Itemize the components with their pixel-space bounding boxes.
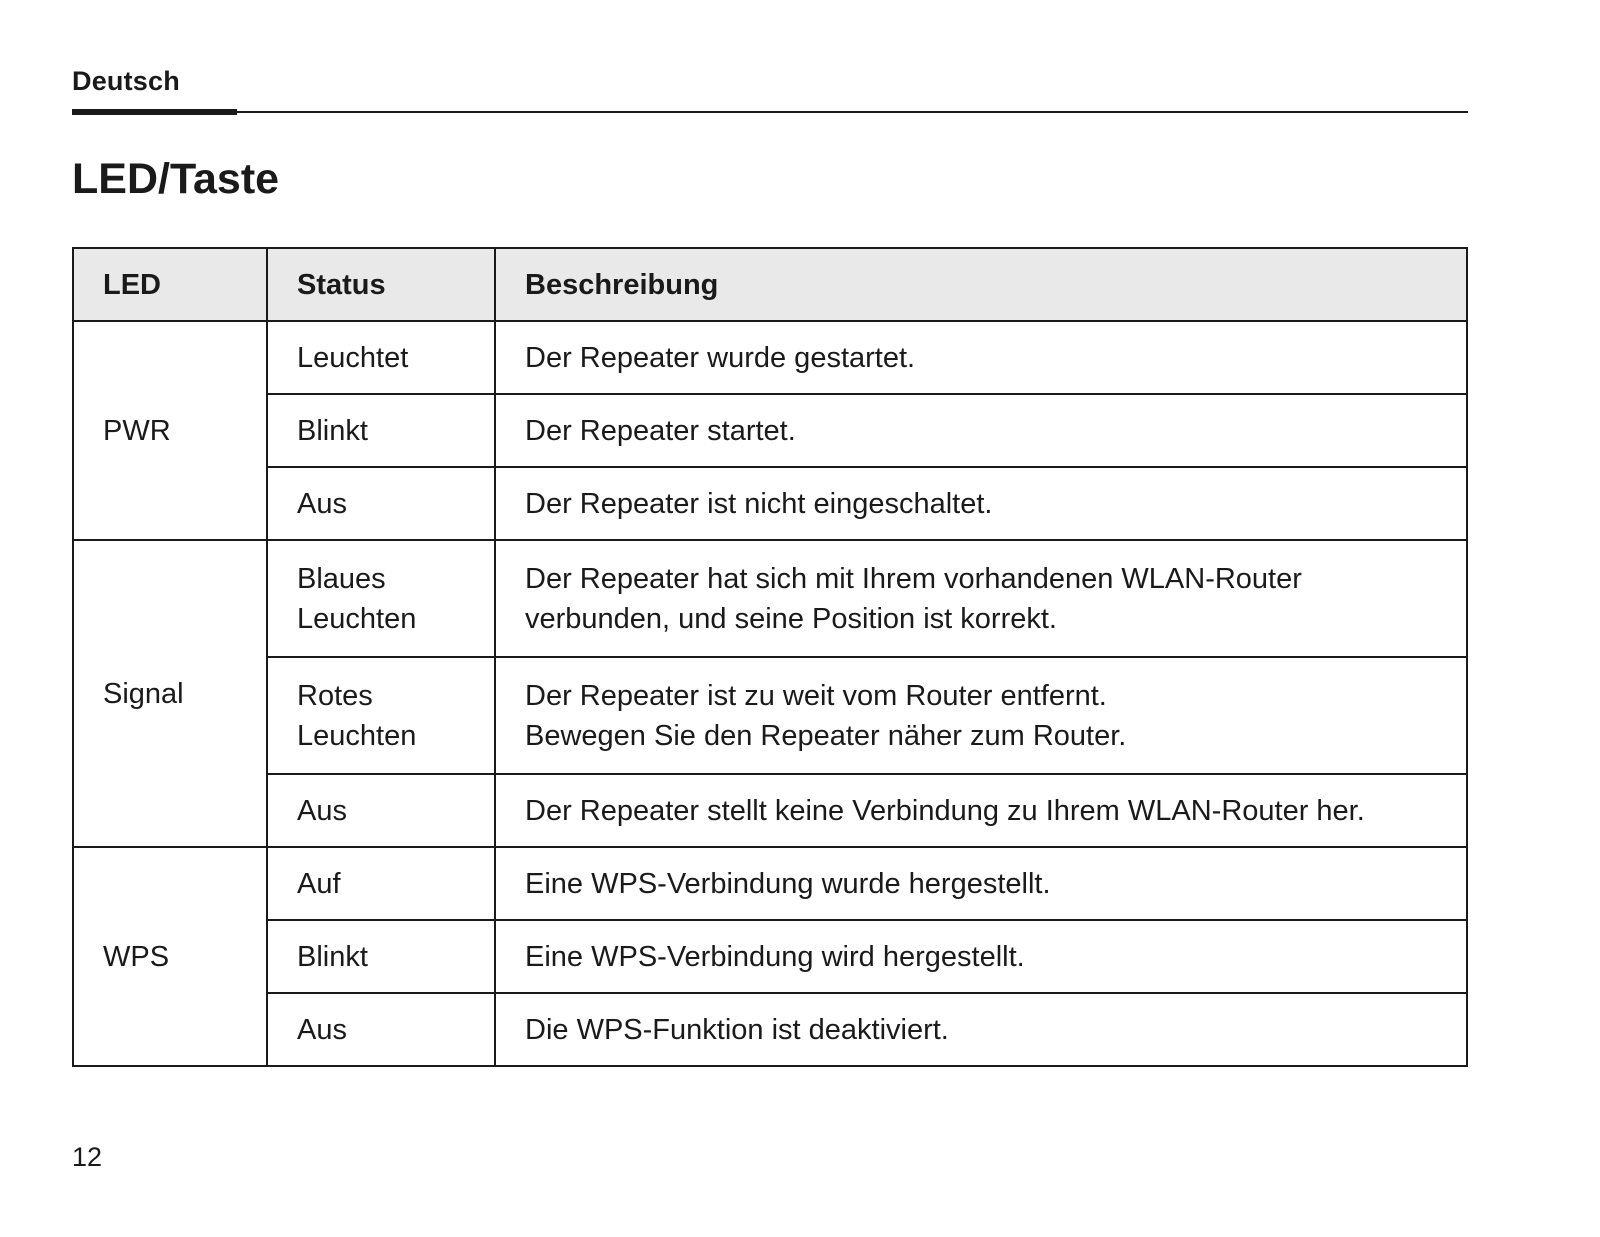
header-rule — [72, 111, 1468, 113]
table-row — [73, 540, 1467, 657]
description-cell: Der Repeater wurde gestartet. — [495, 321, 1467, 394]
column-header-led: LED — [73, 248, 267, 321]
status-cell: Blinkt — [267, 920, 495, 993]
page-number: 12 — [72, 1142, 103, 1172]
description-cell: Eine WPS-Verbindung wurde hergestellt. — [495, 847, 1467, 920]
status-cell: Aus — [267, 774, 495, 847]
table-header-row — [73, 248, 1467, 321]
table-row — [73, 394, 1467, 467]
table-row — [73, 993, 1467, 1066]
description-cell: Der Repeater ist zu weit vom Router entfernt. Bewegen Sie den Repeater näher zum Router. — [495, 657, 1467, 774]
table-row — [73, 920, 1467, 993]
description-cell: Der Repeater hat sich mit Ihrem vorhandenen WLAN-Router verbunden, und seine Position ist korrekt. — [495, 540, 1467, 657]
description-cell: Eine WPS-Verbindung wird hergestellt. — [495, 920, 1467, 993]
status-cell: Blinkt — [267, 394, 495, 467]
led-name-cell: PWR — [73, 321, 267, 540]
table-row — [73, 847, 1467, 920]
led-name-cell: WPS — [73, 847, 267, 1066]
description-cell: Der Repeater startet. — [495, 394, 1467, 467]
page-title: LED/Taste — [72, 155, 280, 203]
table-row — [73, 321, 1467, 394]
status-cell: Auf — [267, 847, 495, 920]
table-row — [73, 467, 1467, 540]
table-row — [73, 774, 1467, 847]
status-cell: Leuchtet — [267, 321, 495, 394]
status-cell: Aus — [267, 467, 495, 540]
column-header-description: Beschreibung — [495, 248, 1467, 321]
description-cell: Die WPS-Funktion ist deaktiviert. — [495, 993, 1467, 1066]
status-cell: Rotes Leuchten — [267, 657, 495, 774]
table-row — [73, 657, 1467, 774]
led-name-cell: Signal — [73, 540, 267, 847]
status-cell: Aus — [267, 993, 495, 1066]
header-rule-accent — [72, 109, 237, 115]
description-cell: Der Repeater stellt keine Verbindung zu Ihrem WLAN-Router her. — [495, 774, 1467, 847]
column-header-status: Status — [267, 248, 495, 321]
language-label: Deutsch — [72, 66, 180, 96]
status-cell: Blaues Leuchten — [267, 540, 495, 657]
led-status-table — [72, 247, 1468, 1067]
description-cell: Der Repeater ist nicht eingeschaltet. — [495, 467, 1467, 540]
